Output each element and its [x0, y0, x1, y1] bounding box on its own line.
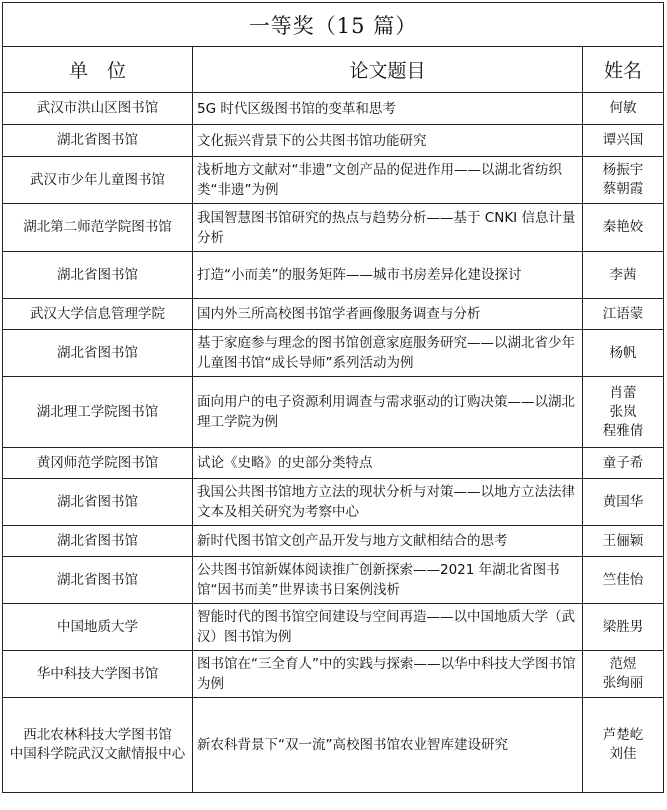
author-name: 谭兴国 — [602, 132, 644, 148]
table-row — [3, 448, 664, 479]
table-row — [3, 604, 664, 651]
cell-unit: 湖北理工学院图书馆 — [3, 377, 193, 448]
cell-title: 基于家庭参与理念的图书馆创意家庭服务研究——以湖北省少年儿童图书馆“成长导师”系列活动为例 — [193, 330, 583, 377]
cell-title: 浅析地方文献对“非遗”文创产品的促进作用——以湖北省纺织类“非遗”为例 — [193, 157, 583, 204]
table-title: 一等奖（15 篇） — [3, 3, 664, 47]
cell-title: 我国公共图书馆地方立法的现状分析与对策——以地方立法法律文本及相关研究为考察中心 — [193, 479, 583, 526]
cell-unit: 西北农林科技大学图书馆 中国科学院武汉文献情报中心 — [3, 698, 193, 793]
table-row — [3, 299, 664, 330]
cell-title: 面向用户的电子资源利用调查与需求驱动的订购决策——以湖北理工学院为例 — [193, 377, 583, 448]
cell-title: 5G 时代区级图书馆的变革和思考 — [193, 93, 583, 125]
table-row — [3, 93, 664, 125]
author-name: 蔡朝霞 — [602, 181, 644, 197]
cell-name — [583, 157, 664, 204]
author-name: 李茜 — [609, 266, 637, 283]
cell-name — [583, 448, 664, 479]
table-row — [3, 526, 664, 557]
cell-unit: 武汉市洪山区图书馆 — [3, 93, 193, 125]
cell-name — [583, 526, 664, 557]
table-row — [3, 252, 664, 299]
table-row — [3, 157, 664, 204]
author-name: 张岚 — [609, 403, 637, 420]
header-name: 姓名 — [583, 47, 664, 93]
author-name: 童子希 — [602, 454, 644, 471]
cell-unit: 黄冈师范学院图书馆 — [3, 448, 193, 479]
cell-title: 文化振兴背景下的公共图书馆功能研究 — [193, 125, 583, 157]
cell-name — [583, 377, 664, 448]
cell-title: 智能时代的图书馆空间建设与空间再造——以中国地质大学（武汉）图书馆为例 — [193, 604, 583, 651]
cell-name — [583, 204, 664, 252]
author-name: 芦楚屹 — [602, 727, 644, 743]
cell-title: 公共图书馆新媒体阅读推广创新探索——2021 年湖北省图书馆“因书而美”世界读书日案例浅析 — [193, 557, 583, 604]
table-row — [3, 479, 664, 526]
author-name: 江语蒙 — [602, 305, 644, 322]
author-name: 范煜 — [609, 656, 637, 672]
cell-name — [583, 93, 664, 125]
author-name: 程雅倩 — [602, 422, 644, 439]
cell-unit: 湖北省图书馆 — [3, 526, 193, 557]
cell-title: 国内外三所高校图书馆学者画像服务调查与分析 — [193, 299, 583, 330]
cell-unit: 湖北省图书馆 — [3, 479, 193, 526]
cell-name — [583, 698, 664, 793]
table-row — [3, 557, 664, 604]
award-table — [2, 2, 664, 793]
cell-unit: 湖北省图书馆 — [3, 330, 193, 377]
table-row — [3, 698, 664, 793]
cell-title: 图书馆在“三全育人”中的实践与探索——以华中科技大学图书馆为例 — [193, 651, 583, 698]
author-name: 肖蕾 — [609, 384, 637, 401]
cell-title: 我国智慧图书馆研究的热点与趋势分析——基于 CNKI 信息计量分析 — [193, 204, 583, 252]
cell-name — [583, 604, 664, 651]
author-name: 秦艳姣 — [602, 219, 644, 235]
cell-unit: 湖北省图书馆 — [3, 125, 193, 157]
cell-title: 试论《史略》的史部分类特点 — [193, 448, 583, 479]
cell-title: 新时代图书馆文创产品开发与地方文献相结合的思考 — [193, 526, 583, 557]
author-name: 刘佳 — [609, 746, 637, 762]
author-name: 黄国华 — [602, 493, 644, 510]
cell-title: 新农科背景下“双一流”高校图书馆农业智库建设研究 — [193, 698, 583, 793]
cell-unit: 武汉市少年儿童图书馆 — [3, 157, 193, 204]
cell-name — [583, 557, 664, 604]
cell-name — [583, 479, 664, 526]
header-unit: 单 位 — [3, 47, 193, 93]
cell-name — [583, 299, 664, 330]
cell-title: 打造“小而美”的服务矩阵——城市书房差异化建设探讨 — [193, 252, 583, 299]
table-body — [3, 93, 664, 793]
table-row — [3, 330, 664, 377]
author-name: 张绚丽 — [602, 675, 644, 691]
cell-name — [583, 651, 664, 698]
cell-unit: 中国地质大学 — [3, 604, 193, 651]
cell-unit: 湖北第二师范学院图书馆 — [3, 204, 193, 252]
header-title: 论文题目 — [193, 47, 583, 93]
cell-name — [583, 252, 664, 299]
cell-unit: 武汉大学信息管理学院 — [3, 299, 193, 330]
cell-unit: 湖北省图书馆 — [3, 252, 193, 299]
cell-name — [583, 330, 664, 377]
table-row — [3, 651, 664, 698]
author-name: 杨振宇 — [602, 162, 644, 178]
table-row — [3, 125, 664, 157]
cell-unit: 湖北省图书馆 — [3, 557, 193, 604]
table-row — [3, 377, 664, 448]
author-name: 杨帆 — [609, 344, 637, 361]
cell-unit: 华中科技大学图书馆 — [3, 651, 193, 698]
author-name: 王俪颖 — [602, 532, 644, 549]
table-row — [3, 204, 664, 252]
author-name: 竺佳怡 — [602, 571, 644, 588]
cell-name — [583, 125, 664, 157]
author-name: 梁胜男 — [602, 618, 644, 635]
author-name: 何敏 — [609, 100, 637, 116]
